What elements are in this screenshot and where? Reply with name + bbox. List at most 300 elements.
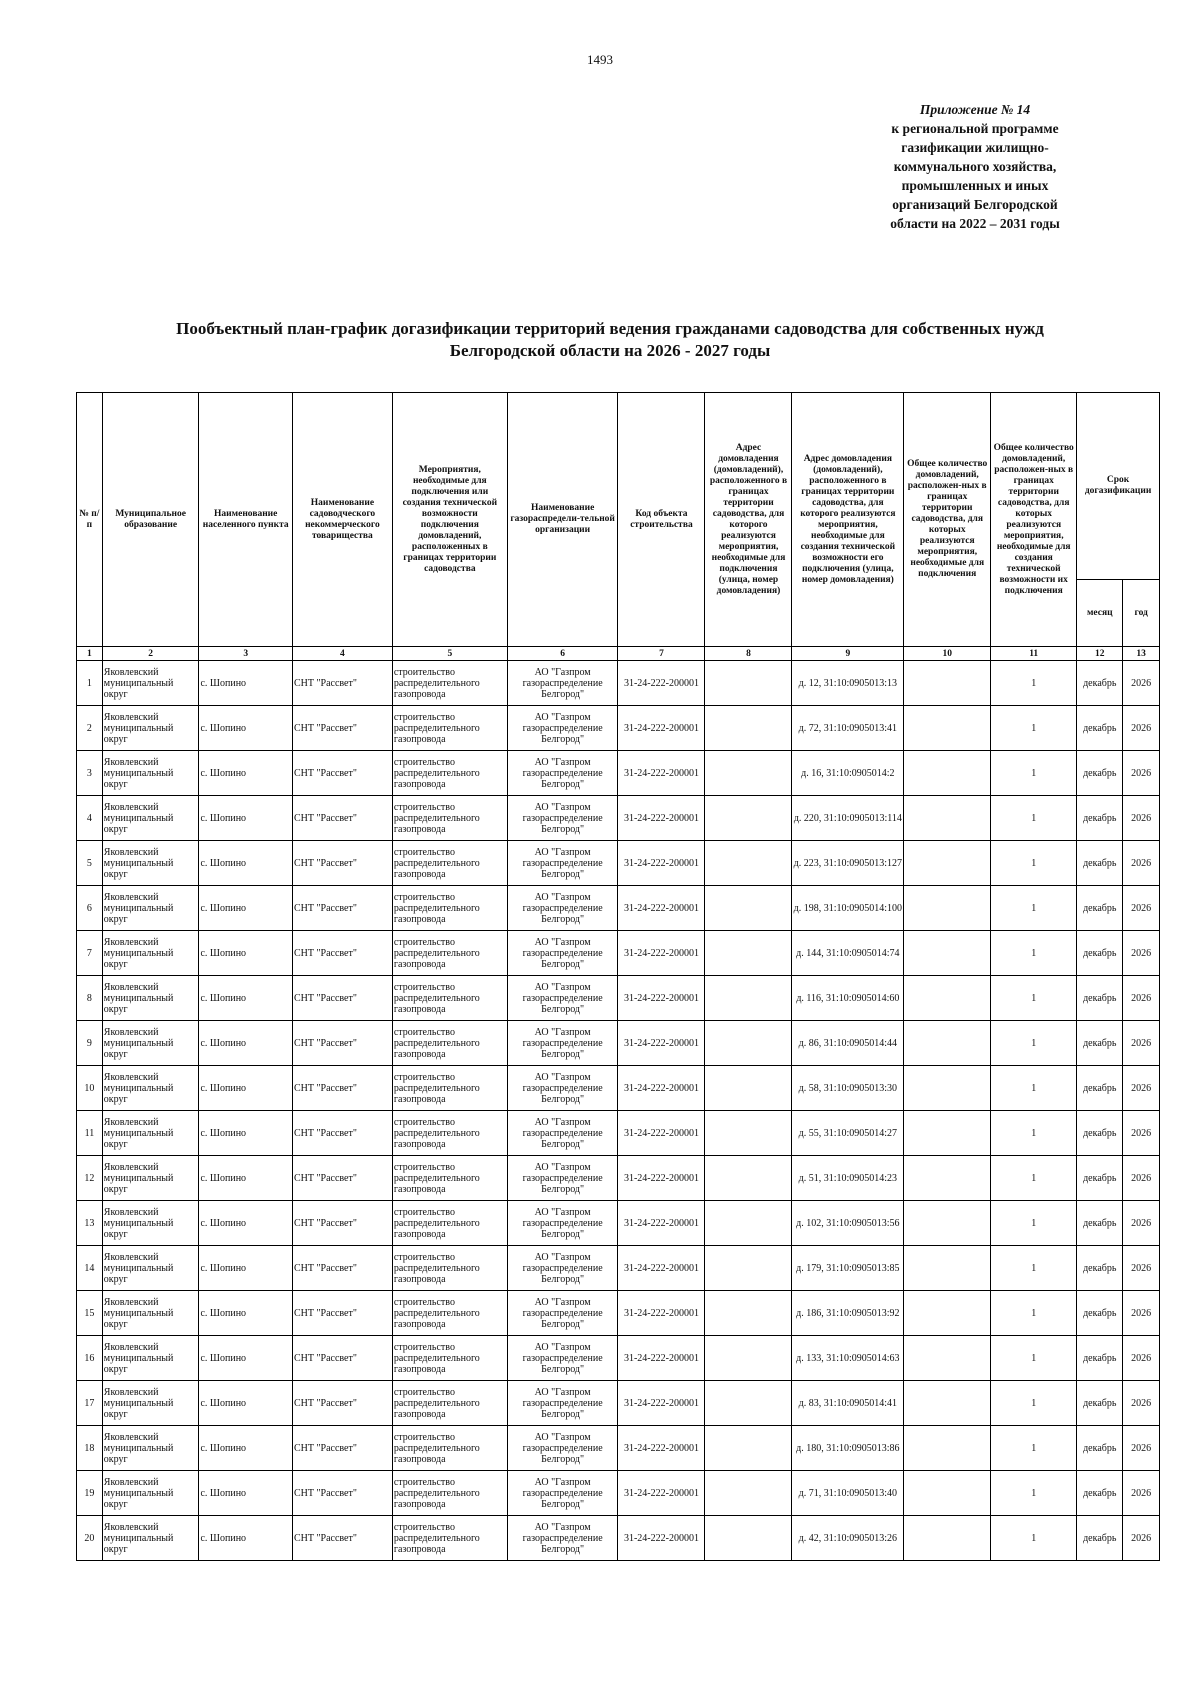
activity-cell: строительство распределительного газопровода bbox=[392, 1516, 507, 1561]
appendix-line: области на 2022 – 2031 годы bbox=[890, 216, 1060, 231]
address-connect-cell bbox=[705, 661, 792, 706]
total-connect-cell bbox=[904, 931, 991, 976]
column-number: 2 bbox=[102, 647, 199, 661]
year-cell: 2026 bbox=[1123, 1021, 1160, 1066]
month-cell: декабрь bbox=[1077, 1156, 1123, 1201]
address-tech-cell: д. 72, 31:10:0905013:41 bbox=[792, 706, 904, 751]
address-connect-cell bbox=[705, 1021, 792, 1066]
row-number: 2 bbox=[77, 706, 103, 751]
settlement-cell: с. Шопино bbox=[199, 751, 292, 796]
year-cell: 2026 bbox=[1123, 1471, 1160, 1516]
address-connect-cell bbox=[705, 1111, 792, 1156]
gas-org-cell: АО "Газпром газораспределение Белгород" bbox=[507, 1291, 618, 1336]
month-cell: декабрь bbox=[1077, 886, 1123, 931]
gas-org-cell: АО "Газпром газораспределение Белгород" bbox=[507, 1246, 618, 1291]
gas-org-cell: АО "Газпром газораспределение Белгород" bbox=[507, 1471, 618, 1516]
row-number: 15 bbox=[77, 1291, 103, 1336]
header-deadline: Срок догазификации bbox=[1077, 393, 1160, 580]
object-code-cell: 31-24-222-200001 bbox=[618, 1246, 705, 1291]
appendix-heading: Приложение № 14 bbox=[919, 102, 1031, 117]
total-connect-cell bbox=[904, 751, 991, 796]
month-cell: декабрь bbox=[1077, 661, 1123, 706]
address-connect-cell bbox=[705, 1246, 792, 1291]
total-connect-cell bbox=[904, 1066, 991, 1111]
activity-cell: строительство распределительного газопровода bbox=[392, 1471, 507, 1516]
settlement-cell: с. Шопино bbox=[199, 796, 292, 841]
municipality-cell: Яковлевский муниципальный округ bbox=[102, 1156, 199, 1201]
address-tech-cell: д. 71, 31:10:0905013:40 bbox=[792, 1471, 904, 1516]
gas-org-cell: АО "Газпром газораспределение Белгород" bbox=[507, 931, 618, 976]
total-connect-cell bbox=[904, 706, 991, 751]
partnership-cell: СНТ "Рассвет" bbox=[292, 841, 392, 886]
municipality-cell: Яковлевский муниципальный округ bbox=[102, 1336, 199, 1381]
partnership-cell: СНТ "Рассвет" bbox=[292, 1066, 392, 1111]
partnership-cell: СНТ "Рассвет" bbox=[292, 751, 392, 796]
activity-cell: строительство распределительного газопровода bbox=[392, 1156, 507, 1201]
month-cell: декабрь bbox=[1077, 1066, 1123, 1111]
address-connect-cell bbox=[705, 706, 792, 751]
activity-cell: строительство распределительного газопровода bbox=[392, 931, 507, 976]
row-number: 8 bbox=[77, 976, 103, 1021]
address-tech-cell: д. 58, 31:10:0905013:30 bbox=[792, 1066, 904, 1111]
municipality-cell: Яковлевский муниципальный округ bbox=[102, 1246, 199, 1291]
total-connect-cell bbox=[904, 1291, 991, 1336]
activity-cell: строительство распределительного газопровода bbox=[392, 886, 507, 931]
municipality-cell: Яковлевский муниципальный округ bbox=[102, 1021, 199, 1066]
year-cell: 2026 bbox=[1123, 706, 1160, 751]
activity-cell: строительство распределительного газопровода bbox=[392, 1381, 507, 1426]
municipality-cell: Яковлевский муниципальный округ bbox=[102, 1291, 199, 1336]
total-connect-cell bbox=[904, 661, 991, 706]
row-number: 3 bbox=[77, 751, 103, 796]
total-connect-cell bbox=[904, 1516, 991, 1561]
total-connect-cell bbox=[904, 1201, 991, 1246]
total-tech-cell: 1 bbox=[991, 1246, 1077, 1291]
object-code-cell: 31-24-222-200001 bbox=[618, 661, 705, 706]
total-tech-cell: 1 bbox=[991, 931, 1077, 976]
header-total-tech: Общее количество домовладений, расположен-ных в границах территории садоводства, для которых реализуются мероприятия, необходимые для создания технической возможности их подключения bbox=[991, 393, 1077, 647]
row-number: 18 bbox=[77, 1426, 103, 1471]
address-tech-cell: д. 42, 31:10:0905013:26 bbox=[792, 1516, 904, 1561]
header-month: месяц bbox=[1077, 580, 1123, 647]
settlement-cell: с. Шопино bbox=[199, 1066, 292, 1111]
year-cell: 2026 bbox=[1123, 661, 1160, 706]
table-row bbox=[77, 841, 1160, 886]
gas-org-cell: АО "Газпром газораспределение Белгород" bbox=[507, 1156, 618, 1201]
activity-cell: строительство распределительного газопровода bbox=[392, 1426, 507, 1471]
municipality-cell: Яковлевский муниципальный округ bbox=[102, 1381, 199, 1426]
total-connect-cell bbox=[904, 1336, 991, 1381]
activity-cell: строительство распределительного газопровода bbox=[392, 841, 507, 886]
year-cell: 2026 bbox=[1123, 1111, 1160, 1156]
activity-cell: строительство распределительного газопровода bbox=[392, 706, 507, 751]
row-number: 5 bbox=[77, 841, 103, 886]
municipality-cell: Яковлевский муниципальный округ bbox=[102, 931, 199, 976]
month-cell: декабрь bbox=[1077, 1381, 1123, 1426]
total-connect-cell bbox=[904, 841, 991, 886]
gas-org-cell: АО "Газпром газораспределение Белгород" bbox=[507, 1426, 618, 1471]
table-row bbox=[77, 1471, 1160, 1516]
year-cell: 2026 bbox=[1123, 1156, 1160, 1201]
address-tech-cell: д. 12, 31:10:0905013:13 bbox=[792, 661, 904, 706]
object-code-cell: 31-24-222-200001 bbox=[618, 976, 705, 1021]
partnership-cell: СНТ "Рассвет" bbox=[292, 796, 392, 841]
total-tech-cell: 1 bbox=[991, 661, 1077, 706]
total-connect-cell bbox=[904, 976, 991, 1021]
month-cell: декабрь bbox=[1077, 1336, 1123, 1381]
settlement-cell: с. Шопино bbox=[199, 931, 292, 976]
month-cell: декабрь bbox=[1077, 796, 1123, 841]
document-title bbox=[60, 318, 1160, 362]
settlement-cell: с. Шопино bbox=[199, 1201, 292, 1246]
gas-org-cell: АО "Газпром газораспределение Белгород" bbox=[507, 796, 618, 841]
column-number: 3 bbox=[199, 647, 292, 661]
address-tech-cell: д. 223, 31:10:0905013:127 bbox=[792, 841, 904, 886]
address-connect-cell bbox=[705, 841, 792, 886]
settlement-cell: с. Шопино bbox=[199, 886, 292, 931]
column-number: 10 bbox=[904, 647, 991, 661]
address-tech-cell: д. 133, 31:10:0905014:63 bbox=[792, 1336, 904, 1381]
table-row bbox=[77, 661, 1160, 706]
object-code-cell: 31-24-222-200001 bbox=[618, 1426, 705, 1471]
partnership-cell: СНТ "Рассвет" bbox=[292, 1381, 392, 1426]
column-number: 8 bbox=[705, 647, 792, 661]
total-connect-cell bbox=[904, 1246, 991, 1291]
total-tech-cell: 1 bbox=[991, 976, 1077, 1021]
partnership-cell: СНТ "Рассвет" bbox=[292, 931, 392, 976]
municipality-cell: Яковлевский муниципальный округ bbox=[102, 976, 199, 1021]
gas-org-cell: АО "Газпром газораспределение Белгород" bbox=[507, 1516, 618, 1561]
table-row bbox=[77, 1381, 1160, 1426]
partnership-cell: СНТ "Рассвет" bbox=[292, 1021, 392, 1066]
total-tech-cell: 1 bbox=[991, 1426, 1077, 1471]
total-tech-cell: 1 bbox=[991, 1471, 1077, 1516]
table-row bbox=[77, 931, 1160, 976]
column-number: 11 bbox=[991, 647, 1077, 661]
settlement-cell: с. Шопино bbox=[199, 661, 292, 706]
activity-cell: строительство распределительного газопровода bbox=[392, 1246, 507, 1291]
gas-org-cell: АО "Газпром газораспределение Белгород" bbox=[507, 841, 618, 886]
header-total-connect: Общее количество домовладений, расположен-ных в границах территории садоводства, для которых реализуются мероприятия, необходимые для подключения bbox=[904, 393, 991, 647]
header-object-code: Код объекта строительства bbox=[618, 393, 705, 647]
total-tech-cell: 1 bbox=[991, 1336, 1077, 1381]
settlement-cell: с. Шопино bbox=[199, 1381, 292, 1426]
total-tech-cell: 1 bbox=[991, 1156, 1077, 1201]
object-code-cell: 31-24-222-200001 bbox=[618, 1381, 705, 1426]
total-tech-cell: 1 bbox=[991, 1516, 1077, 1561]
table-row bbox=[77, 1156, 1160, 1201]
column-number: 5 bbox=[392, 647, 507, 661]
address-tech-cell: д. 198, 31:10:0905014:100 bbox=[792, 886, 904, 931]
year-cell: 2026 bbox=[1123, 1291, 1160, 1336]
partnership-cell: СНТ "Рассвет" bbox=[292, 1291, 392, 1336]
municipality-cell: Яковлевский муниципальный округ bbox=[102, 751, 199, 796]
column-number: 7 bbox=[618, 647, 705, 661]
settlement-cell: с. Шопино bbox=[199, 1471, 292, 1516]
table-row bbox=[77, 976, 1160, 1021]
object-code-cell: 31-24-222-200001 bbox=[618, 1516, 705, 1561]
municipality-cell: Яковлевский муниципальный округ bbox=[102, 706, 199, 751]
total-connect-cell bbox=[904, 1156, 991, 1201]
object-code-cell: 31-24-222-200001 bbox=[618, 1336, 705, 1381]
year-cell: 2026 bbox=[1123, 886, 1160, 931]
header-year: год bbox=[1123, 580, 1160, 647]
appendix-line: организаций Белгородской bbox=[892, 197, 1058, 212]
month-cell: декабрь bbox=[1077, 976, 1123, 1021]
activity-cell: строительство распределительного газопровода bbox=[392, 1201, 507, 1246]
total-tech-cell: 1 bbox=[991, 1111, 1077, 1156]
table-row bbox=[77, 796, 1160, 841]
total-connect-cell bbox=[904, 1426, 991, 1471]
table-row bbox=[77, 1291, 1160, 1336]
address-connect-cell bbox=[705, 751, 792, 796]
object-code-cell: 31-24-222-200001 bbox=[618, 841, 705, 886]
year-cell: 2026 bbox=[1123, 841, 1160, 886]
appendix-line: коммунального хозяйства, bbox=[893, 159, 1057, 174]
title-line: Белгородской области на 2026 - 2027 годы bbox=[449, 341, 771, 360]
gas-org-cell: АО "Газпром газораспределение Белгород" bbox=[507, 1111, 618, 1156]
partnership-cell: СНТ "Рассвет" bbox=[292, 1201, 392, 1246]
address-tech-cell: д. 16, 31:10:0905014:2 bbox=[792, 751, 904, 796]
total-connect-cell bbox=[904, 1111, 991, 1156]
address-tech-cell: д. 144, 31:10:0905014:74 bbox=[792, 931, 904, 976]
total-tech-cell: 1 bbox=[991, 1021, 1077, 1066]
address-connect-cell bbox=[705, 1066, 792, 1111]
gas-org-cell: АО "Газпром газораспределение Белгород" bbox=[507, 706, 618, 751]
address-connect-cell bbox=[705, 1471, 792, 1516]
header-activities: Мероприятия, необходимые для подключения или создания технической возможности подключения домовладений, расположенных в границах территории садоводства bbox=[392, 393, 507, 647]
year-cell: 2026 bbox=[1123, 1201, 1160, 1246]
object-code-cell: 31-24-222-200001 bbox=[618, 1471, 705, 1516]
activity-cell: строительство распределительного газопровода bbox=[392, 1021, 507, 1066]
activity-cell: строительство распределительного газопровода bbox=[392, 1291, 507, 1336]
municipality-cell: Яковлевский муниципальный округ bbox=[102, 1201, 199, 1246]
table-row bbox=[77, 1021, 1160, 1066]
partnership-cell: СНТ "Рассвет" bbox=[292, 1426, 392, 1471]
column-number: 9 bbox=[792, 647, 904, 661]
header-address-connect: Адрес домовладения (домовладений), расположенного в границах территории садоводства, для которого реализуются мероприятия, необходимые для подключения (улица, номер домовладения) bbox=[705, 393, 792, 647]
year-cell: 2026 bbox=[1123, 751, 1160, 796]
partnership-cell: СНТ "Рассвет" bbox=[292, 1246, 392, 1291]
address-tech-cell: д. 180, 31:10:0905013:86 bbox=[792, 1426, 904, 1471]
row-number: 16 bbox=[77, 1336, 103, 1381]
partnership-cell: СНТ "Рассвет" bbox=[292, 1516, 392, 1561]
year-cell: 2026 bbox=[1123, 1066, 1160, 1111]
month-cell: декабрь bbox=[1077, 1516, 1123, 1561]
header-municipality: Муниципальное образование bbox=[102, 393, 199, 647]
partnership-cell: СНТ "Рассвет" bbox=[292, 976, 392, 1021]
header-settlement: Наименование населенного пункта bbox=[199, 393, 292, 647]
row-number: 13 bbox=[77, 1201, 103, 1246]
settlement-cell: с. Шопино bbox=[199, 1156, 292, 1201]
total-connect-cell bbox=[904, 796, 991, 841]
address-connect-cell bbox=[705, 1336, 792, 1381]
row-number: 4 bbox=[77, 796, 103, 841]
address-tech-cell: д. 102, 31:10:0905013:56 bbox=[792, 1201, 904, 1246]
municipality-cell: Яковлевский муниципальный округ bbox=[102, 661, 199, 706]
object-code-cell: 31-24-222-200001 bbox=[618, 1201, 705, 1246]
address-connect-cell bbox=[705, 1426, 792, 1471]
appendix-note bbox=[845, 100, 1105, 233]
total-connect-cell bbox=[904, 886, 991, 931]
settlement-cell: с. Шопино bbox=[199, 1111, 292, 1156]
month-cell: декабрь bbox=[1077, 1291, 1123, 1336]
address-connect-cell bbox=[705, 796, 792, 841]
partnership-cell: СНТ "Рассвет" bbox=[292, 1336, 392, 1381]
object-code-cell: 31-24-222-200001 bbox=[618, 751, 705, 796]
address-tech-cell: д. 86, 31:10:0905014:44 bbox=[792, 1021, 904, 1066]
appendix-line: промышленных и иных bbox=[901, 178, 1049, 193]
month-cell: декабрь bbox=[1077, 1246, 1123, 1291]
year-cell: 2026 bbox=[1123, 976, 1160, 1021]
gas-org-cell: АО "Газпром газораспределение Белгород" bbox=[507, 1201, 618, 1246]
partnership-cell: СНТ "Рассвет" bbox=[292, 1471, 392, 1516]
municipality-cell: Яковлевский муниципальный округ bbox=[102, 1426, 199, 1471]
month-cell: декабрь bbox=[1077, 706, 1123, 751]
settlement-cell: с. Шопино bbox=[199, 1336, 292, 1381]
total-connect-cell bbox=[904, 1021, 991, 1066]
municipality-cell: Яковлевский муниципальный округ bbox=[102, 1111, 199, 1156]
settlement-cell: с. Шопино bbox=[199, 841, 292, 886]
month-cell: декабрь bbox=[1077, 751, 1123, 796]
row-number: 14 bbox=[77, 1246, 103, 1291]
title-line: Пообъектный план-график догазификации территорий ведения гражданами садоводства для собственных нужд bbox=[176, 319, 1044, 338]
object-code-cell: 31-24-222-200001 bbox=[618, 931, 705, 976]
month-cell: декабрь bbox=[1077, 841, 1123, 886]
partnership-cell: СНТ "Рассвет" bbox=[292, 886, 392, 931]
row-number: 20 bbox=[77, 1516, 103, 1561]
column-number: 13 bbox=[1123, 647, 1160, 661]
municipality-cell: Яковлевский муниципальный округ bbox=[102, 796, 199, 841]
gasification-plan-table bbox=[76, 392, 1160, 1561]
month-cell: декабрь bbox=[1077, 1111, 1123, 1156]
gas-org-cell: АО "Газпром газораспределение Белгород" bbox=[507, 1336, 618, 1381]
municipality-cell: Яковлевский муниципальный округ bbox=[102, 1066, 199, 1111]
object-code-cell: 31-24-222-200001 bbox=[618, 886, 705, 931]
activity-cell: строительство распределительного газопровода bbox=[392, 1111, 507, 1156]
year-cell: 2026 bbox=[1123, 931, 1160, 976]
activity-cell: строительство распределительного газопровода bbox=[392, 1336, 507, 1381]
table-row bbox=[77, 751, 1160, 796]
address-tech-cell: д. 51, 31:10:0905014:23 bbox=[792, 1156, 904, 1201]
table-row bbox=[77, 1516, 1160, 1561]
header-gas-org: Наименование газораспредели-тельной организации bbox=[507, 393, 618, 647]
settlement-cell: с. Шопино bbox=[199, 1426, 292, 1471]
total-tech-cell: 1 bbox=[991, 1066, 1077, 1111]
row-number: 19 bbox=[77, 1471, 103, 1516]
year-cell: 2026 bbox=[1123, 1336, 1160, 1381]
address-connect-cell bbox=[705, 931, 792, 976]
total-tech-cell: 1 bbox=[991, 1291, 1077, 1336]
object-code-cell: 31-24-222-200001 bbox=[618, 706, 705, 751]
row-number: 11 bbox=[77, 1111, 103, 1156]
partnership-cell: СНТ "Рассвет" bbox=[292, 661, 392, 706]
page-number: 1493 bbox=[587, 52, 613, 67]
row-number: 1 bbox=[77, 661, 103, 706]
appendix-line: газификации жилищно- bbox=[901, 140, 1049, 155]
activity-cell: строительство распределительного газопровода bbox=[392, 796, 507, 841]
settlement-cell: с. Шопино bbox=[199, 1291, 292, 1336]
table-row bbox=[77, 1246, 1160, 1291]
table-row bbox=[77, 1426, 1160, 1471]
object-code-cell: 31-24-222-200001 bbox=[618, 1021, 705, 1066]
gas-org-cell: АО "Газпром газораспределение Белгород" bbox=[507, 661, 618, 706]
table-row bbox=[77, 1336, 1160, 1381]
address-connect-cell bbox=[705, 1291, 792, 1336]
activity-cell: строительство распределительного газопровода bbox=[392, 751, 507, 796]
year-cell: 2026 bbox=[1123, 1516, 1160, 1561]
address-connect-cell bbox=[705, 1156, 792, 1201]
address-tech-cell: д. 186, 31:10:0905013:92 bbox=[792, 1291, 904, 1336]
municipality-cell: Яковлевский муниципальный округ bbox=[102, 841, 199, 886]
total-tech-cell: 1 bbox=[991, 751, 1077, 796]
settlement-cell: с. Шопино bbox=[199, 976, 292, 1021]
gas-org-cell: АО "Газпром газораспределение Белгород" bbox=[507, 1381, 618, 1426]
table-row bbox=[77, 886, 1160, 931]
municipality-cell: Яковлевский муниципальный округ bbox=[102, 1471, 199, 1516]
address-connect-cell bbox=[705, 1201, 792, 1246]
total-connect-cell bbox=[904, 1381, 991, 1426]
activity-cell: строительство распределительного газопровода bbox=[392, 1066, 507, 1111]
table-row bbox=[77, 706, 1160, 751]
month-cell: декабрь bbox=[1077, 1021, 1123, 1066]
total-tech-cell: 1 bbox=[991, 1381, 1077, 1426]
header-num: № п/п bbox=[77, 393, 103, 647]
object-code-cell: 31-24-222-200001 bbox=[618, 1111, 705, 1156]
row-number: 17 bbox=[77, 1381, 103, 1426]
year-cell: 2026 bbox=[1123, 1246, 1160, 1291]
header-address-tech: Адрес домовладения (домовладений), расположенного в границах территории садоводства, для которого реализуются мероприятия, необходимые для создания технической возможности его подключения (улица, номер домовладения) bbox=[792, 393, 904, 647]
municipality-cell: Яковлевский муниципальный округ bbox=[102, 886, 199, 931]
column-number: 6 bbox=[507, 647, 618, 661]
total-connect-cell bbox=[904, 1471, 991, 1516]
column-number: 4 bbox=[292, 647, 392, 661]
settlement-cell: с. Шопино bbox=[199, 1021, 292, 1066]
settlement-cell: с. Шопино bbox=[199, 706, 292, 751]
column-numbers-row bbox=[77, 647, 1160, 661]
table-row bbox=[77, 1201, 1160, 1246]
row-number: 12 bbox=[77, 1156, 103, 1201]
row-number: 6 bbox=[77, 886, 103, 931]
table-row bbox=[77, 1111, 1160, 1156]
table-row bbox=[77, 1066, 1160, 1111]
activity-cell: строительство распределительного газопровода bbox=[392, 976, 507, 1021]
address-connect-cell bbox=[705, 1381, 792, 1426]
year-cell: 2026 bbox=[1123, 796, 1160, 841]
total-tech-cell: 1 bbox=[991, 841, 1077, 886]
partnership-cell: СНТ "Рассвет" bbox=[292, 1111, 392, 1156]
address-connect-cell bbox=[705, 886, 792, 931]
column-number: 12 bbox=[1077, 647, 1123, 661]
gas-org-cell: АО "Газпром газораспределение Белгород" bbox=[507, 886, 618, 931]
month-cell: декабрь bbox=[1077, 931, 1123, 976]
gas-org-cell: АО "Газпром газораспределение Белгород" bbox=[507, 1066, 618, 1111]
object-code-cell: 31-24-222-200001 bbox=[618, 1291, 705, 1336]
total-tech-cell: 1 bbox=[991, 796, 1077, 841]
activity-cell: строительство распределительного газопровода bbox=[392, 661, 507, 706]
partnership-cell: СНТ "Рассвет" bbox=[292, 1156, 392, 1201]
gas-org-cell: АО "Газпром газораспределение Белгород" bbox=[507, 976, 618, 1021]
header-partnership: Наименование садоводческого некоммерческого товарищества bbox=[292, 393, 392, 647]
total-tech-cell: 1 bbox=[991, 886, 1077, 931]
column-number: 1 bbox=[77, 647, 103, 661]
row-number: 9 bbox=[77, 1021, 103, 1066]
partnership-cell: СНТ "Рассвет" bbox=[292, 706, 392, 751]
appendix-line: к региональной программе bbox=[891, 121, 1059, 136]
total-tech-cell: 1 bbox=[991, 706, 1077, 751]
year-cell: 2026 bbox=[1123, 1381, 1160, 1426]
address-connect-cell bbox=[705, 1516, 792, 1561]
